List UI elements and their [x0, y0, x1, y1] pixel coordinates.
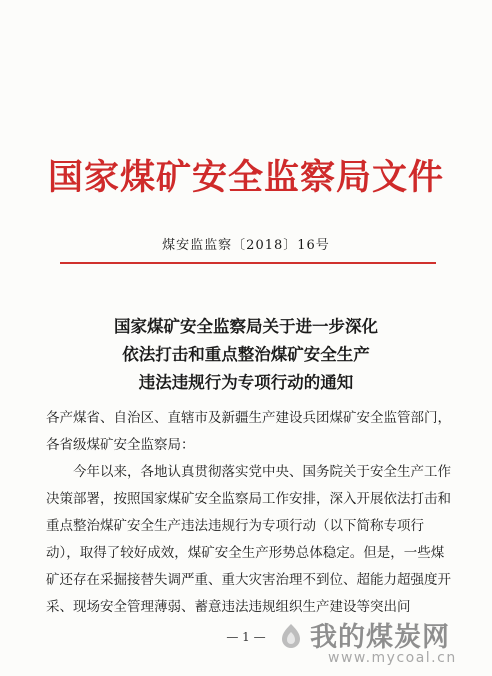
salutation-paragraph: 各产煤省、自治区、直辖市及新疆生产建设兵团煤矿安全监管部门，各省级煤矿安全监察局：	[46, 410, 451, 453]
red-divider-line	[60, 262, 436, 264]
body-paragraph: 今年以来，各地认真贯彻落实党中央、国务院关于安全生产工作决策部署，按照国家煤矿安全监察局工作安排，深入开展依法打击和重点整治煤矿安全生产违法违规行为专项行动（以下简称专项行动），取得了较好成效，煤矿安全生产形势总体稳定。但是，一些煤矿还存在采掘接替失调严重、重大灾害治理不到位、超能力超强度开采、现场安全管理薄弱、蓄意违法违规组织生产建设等突出问	[46, 464, 451, 615]
document-body	[46, 405, 452, 621]
watermark-site-name: 我的煤炭网	[310, 622, 450, 653]
notice-title-line: 依法打击和重点整治煤矿安全生产	[122, 345, 370, 364]
site-watermark	[276, 615, 476, 669]
mycoal-logo-icon	[276, 621, 306, 651]
notice-title	[0, 313, 492, 397]
issuing-authority-title: 国家煤矿安全监察局文件	[47, 158, 444, 198]
watermark-url: www.mycoal.cn	[328, 650, 457, 666]
page-number: — 1 —	[226, 630, 266, 644]
notice-title-line: 违法违规行为专项行动的通知	[138, 373, 354, 392]
document-number: 煤安监监察〔2018〕16号	[162, 238, 330, 253]
notice-title-line: 国家煤矿安全监察局关于进一步深化	[114, 317, 378, 336]
